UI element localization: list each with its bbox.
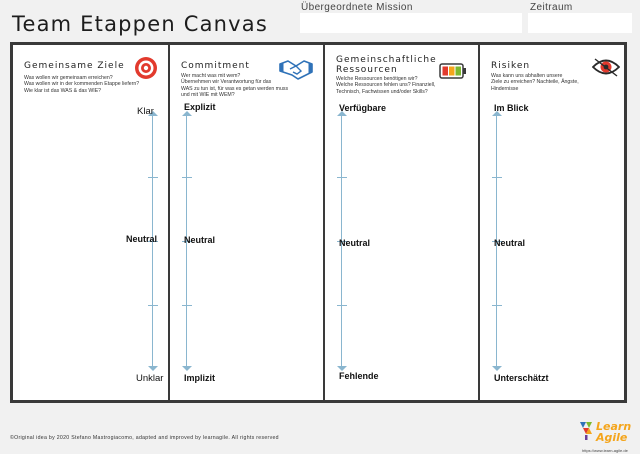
column-title: Gemeinschaftliche Ressourcen	[336, 55, 437, 75]
logo-text-line2: Agile	[596, 431, 628, 444]
column-title: Commitment	[181, 61, 250, 71]
column-commitment[interactable]	[168, 45, 323, 400]
column-risiken[interactable]	[478, 45, 624, 400]
scale-bottom-label: Unklar	[136, 373, 164, 384]
column-description: Welche Ressourcen benötigen wir? Welche Ressourcen fehlen uns? Finanziell, Technisch, Fachwissen und/oder Skills?	[336, 76, 436, 95]
scale-top-label: Verfügbare	[339, 103, 387, 113]
canvas-title: Team Etappen Canvas	[12, 12, 268, 36]
scale-top-label: Klar	[137, 106, 154, 117]
scale-bottom-label: Fehlende	[339, 371, 379, 381]
scale-top-label: Im Blick	[494, 103, 529, 113]
target-icon	[132, 56, 160, 80]
mission-field[interactable]	[300, 13, 522, 33]
canvas-board	[10, 42, 627, 403]
zeitraum-field[interactable]	[528, 13, 632, 33]
column-description: Was kann uns abhalten unsere Ziele zu erreichen? Nachteile, Ängste, Hindernisse	[491, 73, 579, 92]
column-description: Was wollen wir gemeinsam erreichen? Was wollen wir in der kommenden Etappe liefern? Wie klar ist das WAS & das WIE?	[24, 75, 140, 94]
column-description: Wer macht was mit wem? Übernehmen wir Verantwortung für das WAS zu tun ist, für was es getan werden muss und mit WIE mit WEM?	[181, 73, 289, 98]
column-title: Gemeinsame Ziele	[24, 61, 125, 71]
scale-middle-label: Neutral	[184, 235, 216, 245]
learn-agile-logo	[578, 418, 632, 453]
mission-label: Übergeordnete Mission	[301, 2, 413, 13]
scale-bottom-label: Unterschätzt	[494, 373, 549, 383]
scale-middle-label: Neutral	[126, 234, 158, 244]
column-title: Risiken	[491, 61, 531, 71]
scale-middle-label: Neutral	[494, 238, 526, 248]
column-ressourcen[interactable]	[323, 45, 478, 400]
scale-top-label: Explizit	[184, 102, 216, 112]
scale-bottom-label: Implizit	[184, 373, 215, 383]
scale-middle-label: Neutral	[339, 238, 371, 248]
eye-icon	[592, 55, 620, 79]
handshake-icon	[279, 57, 313, 81]
battery-icon	[439, 59, 467, 83]
logo-text-line1: Learn	[596, 420, 632, 433]
logo-url[interactable]: https://www.learn-agile.de	[582, 448, 628, 453]
zeitraum-label: Zeitraum	[530, 2, 573, 13]
column-gemeinsame-ziele[interactable]	[13, 45, 168, 400]
logo-mark-icon	[578, 420, 594, 442]
copyright-footer: ©Original idea by 2020 Stefano Mastrogiacomo, adapted and improved by learnagile. All rights reserved	[10, 435, 279, 441]
